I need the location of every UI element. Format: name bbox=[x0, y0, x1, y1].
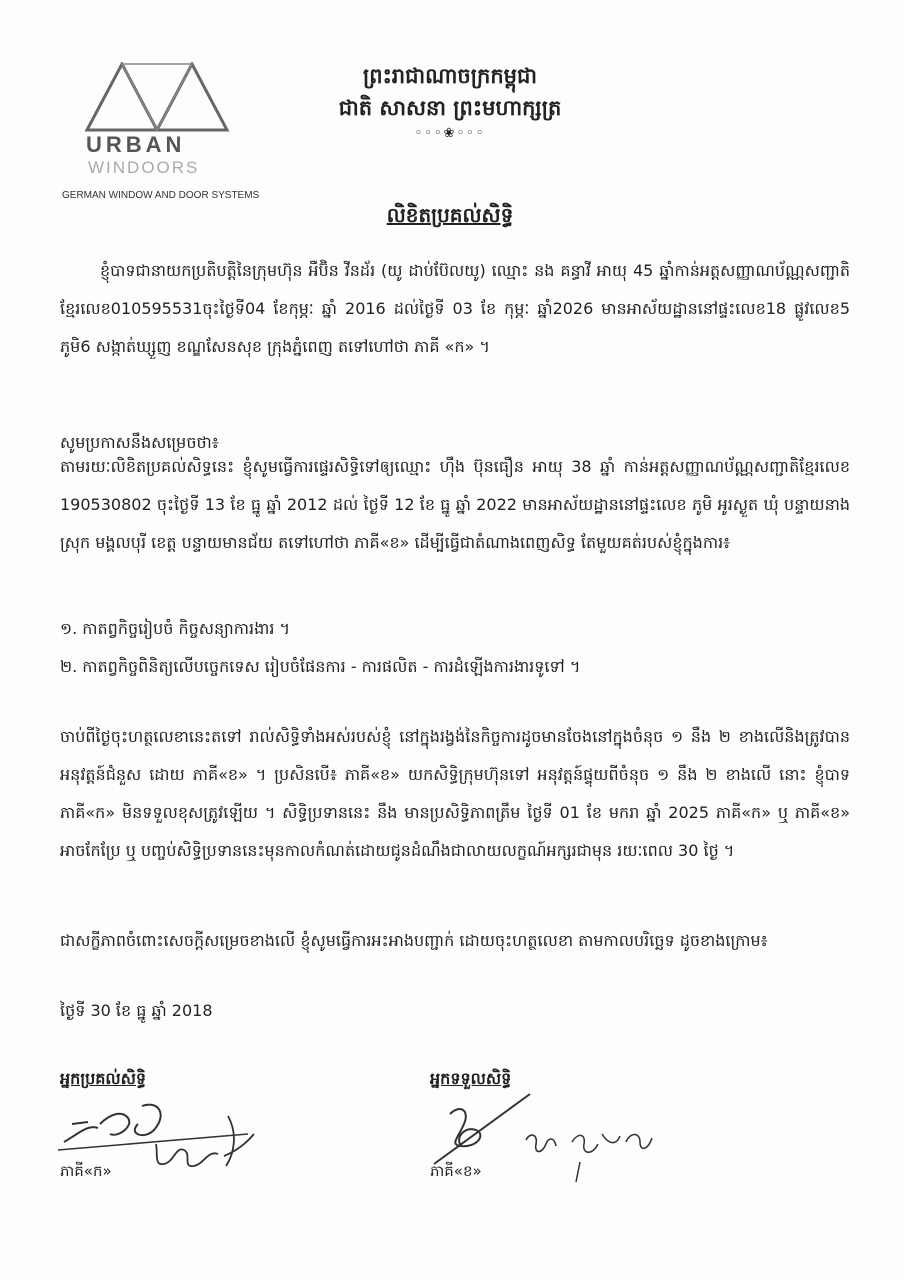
company-logo bbox=[62, 62, 260, 212]
logo-tagline: GERMAN WINDOW AND DOOR SYSTEMS bbox=[62, 190, 260, 201]
nation-motto: ជាតិ សាសនា ព្រះមហាក្សត្រ bbox=[338, 95, 562, 120]
logo-brand: URBAN bbox=[86, 132, 186, 157]
motto-ornament: ◦◦◦❀◦◦◦ bbox=[414, 126, 486, 141]
terms-paragraph: ចាប់ពីថ្ងៃចុះហត្ថលេខានេះតទៅ រាល់សិទ្ធិទាំងអស់របស់ខ្ញុំ នៅក្នុងរង្វង់នៃកិច្ចការដូចមានចែងនៅក្នុងចំនុច ១ នឹង ២ ខាងលើនិងត្រូវបានអនុវត្តន៍ជំនួស ដោយ ភាគី«ខ» ។ ប្រសិនបើ៖ ភាគី«ខ» យកសិទ្ធិក្រុមហ៊ុនទៅ អនុវត្តន៍ផ្ទុយពីចំនុច ១ នឹង ២ ខាងលើ នោះ ខ្ញុំបាទ ភាគី«ក» មិនទទួលខុសត្រូវឡើយ ។ សិទ្ធិប្រទាននេះ នឹង មានប្រសិទ្ធិភាពត្រឹម ថ្ងៃទី 01 ខែ មករា ឆ្នាំ 2025 ភាគី«ក» ឬ ភាគី«ខ» អាចកែប្រែ ឬ បញ្ចប់សិទ្ធិប្រទាននេះមុនកាលកំណត់ដោយជូនដំណឹងជាលាយលក្ខណ៍អក្សរជាមុន រយៈពេល 30 ថ្ងៃ ។ bbox=[60, 727, 850, 860]
duties-list bbox=[60, 610, 850, 686]
list-item: ២. កាតព្វកិច្ចពិនិត្យលើបច្ចេកទេស រៀបចំផែនការ - ការផលិត - ការដំឡើងការងារទូទៅ ។ bbox=[60, 657, 581, 676]
kingdom-title: ព្រះរាជាណាចក្រកម្ពុជា bbox=[362, 63, 537, 88]
grantor-party: ភាគី«ក» bbox=[60, 1162, 112, 1180]
transfer-paragraph: តាមរយៈលិខិតប្រគល់សិទ្ធនេះ ខ្ញុំសូមធ្វើការផ្ទេរសិទ្ធិទៅឲ្យឈ្មោះ ហ៊ឹង ប៊ុនធឿន អាយុ 38 ឆ្នាំ កាន់អត្តសញ្ញាណប័ណ្ណសញ្ជាតិខ្មែរលេខ 190530802 ចុះថ្ងៃទី 13 ខែ ធ្នូ ឆ្នាំ 2012 ដល់ ថ្ងៃទី 12 ខែ ធ្នូ ឆ្នាំ 2022 មានអាស័យដ្ឋាននៅផ្ទះលេខ ភូមិ អូរស្ងួត ឃុំ បន្ទាយនាង ស្រុក មង្គលបុរី ខេត្ត បន្ទាយមានជ័យ តទៅហៅថា ភាគី«ខ» ដើម្បីធ្វើជាតំណាងពេញសិទ្ធ តែមួយគត់របស់ខ្ញុំក្នុងការ៖ bbox=[60, 457, 850, 552]
document-date: ថ្ងៃទី 30 ខែ ធ្នូ ឆ្នាំ 2018 bbox=[60, 1001, 213, 1020]
logo-triangle-icon bbox=[82, 62, 232, 132]
document-title: លិខិតប្រគល់សិទ្ធិ bbox=[386, 203, 514, 227]
witness-paragraph: ជាសក្ខីភាពចំពោះសេចក្តីសម្រេចខាងលើ ខ្ញុំសូមធ្វើការអះអាងបញ្ជាក់ ដោយចុះហត្ថលេខា តាមកាលបរិច្ឆេទ ដូចខាងក្រោម៖ bbox=[60, 931, 768, 950]
intro-paragraph: ខ្ញុំបាទជានាយកប្រតិបត្តិនៃក្រុមហ៊ុន អឺប៊ិន វីនដ័រ (យូ ដាប់ប៊ែលយូ) ឈ្មោះ នង គន្ធាវី អាយុ 45 ឆ្នាំកាន់អត្តសញ្ញាណប័ណ្ណសញ្ជាតិខ្មែរលេខ010595531ចុះថ្ងៃទី04 ខែកុម្ភៈ ឆ្នាំ 2016 ដល់ថ្ងៃទី 03 ខែ កុម្ភៈ ឆ្នាំ2026 មានអាស័យដ្ឋាននៅផ្ទះលេខ18 ផ្លូវលេខ5 ភូមិ6 សង្កាត់ឃ្សួញ ខណ្ឌសែនសុខ ក្រុងភ្នំពេញ តទៅហៅថា ភាគី «ក» ។ bbox=[60, 261, 851, 356]
grantee-label: អ្នកទទួលសិទ្ធិ bbox=[430, 1069, 512, 1088]
national-motto bbox=[300, 60, 600, 144]
declaration-heading: សូមប្រកាសនឹងសម្រេចថា៖ bbox=[60, 433, 219, 452]
grantor-label: អ្នកប្រគល់សិទ្ធិ bbox=[60, 1069, 147, 1088]
list-item: ១. កាតព្វកិច្ចរៀបចំ កិច្ចសន្យាការងារ ។ bbox=[60, 619, 291, 638]
logo-brand-sub: WINDOORS bbox=[88, 158, 200, 177]
grantee-party: ភាគី«ខ» bbox=[430, 1162, 482, 1180]
